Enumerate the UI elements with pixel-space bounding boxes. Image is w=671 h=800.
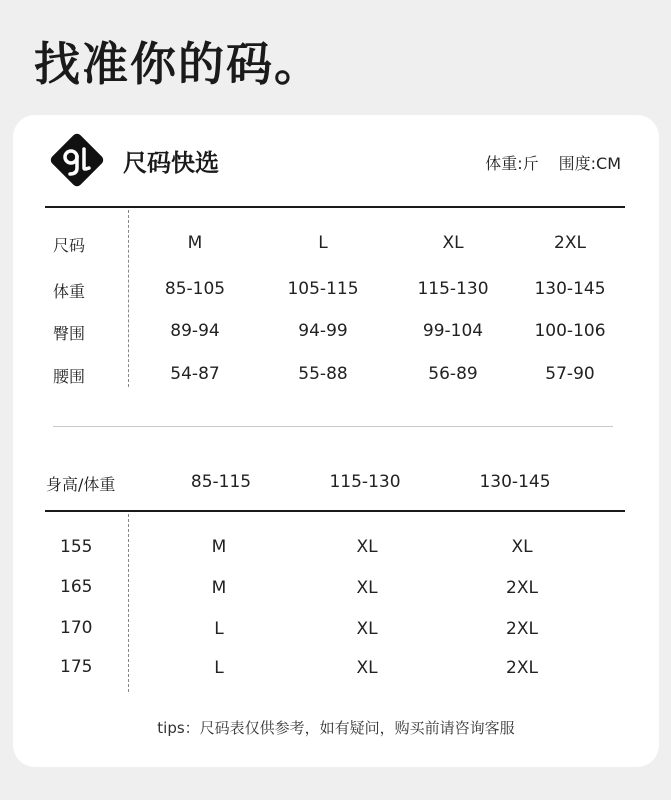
table2-row-label: 175 <box>60 657 93 677</box>
tips-note: tips：尺码表仅供参考，如有疑问，购买前请咨询客服 <box>157 719 515 737</box>
table1-cell: 56-89 <box>428 364 478 384</box>
table2-row-label: 155 <box>60 537 93 557</box>
table2-top-rule <box>45 510 625 512</box>
section-separator <box>53 426 613 427</box>
girth-unit-label: 围度:CM <box>558 154 621 173</box>
table2-cell: 2XL <box>506 578 538 598</box>
table1-row-label-hip: 臀围 <box>53 324 86 343</box>
table2-cell: M <box>211 537 227 557</box>
page-headline: 找准你的码。 <box>34 37 322 91</box>
table1-cell: 54-87 <box>170 364 220 384</box>
table2-row-label: 165 <box>60 577 93 597</box>
table1-cell: M <box>187 233 203 253</box>
table2-cell: XL <box>356 658 378 678</box>
card-title: 尺码快选 <box>123 149 219 177</box>
table1-cell: L <box>318 233 328 253</box>
table1-row-label-size: 尺码 <box>53 236 86 255</box>
gl-diamond-logo-icon <box>49 132 105 188</box>
table2-row-label: 170 <box>60 618 93 638</box>
table1-cell: 94-99 <box>298 321 348 341</box>
table2-column-header: 115-130 <box>329 472 401 492</box>
table1-cell: 105-115 <box>287 279 359 299</box>
units-legend <box>485 151 621 174</box>
table1-cell: 85-105 <box>164 279 226 299</box>
table2-divider <box>128 514 129 692</box>
table1-cell: 55-88 <box>298 364 348 384</box>
weight-unit-label: 体重:斤 <box>485 154 539 173</box>
table1-cell: 89-94 <box>170 321 220 341</box>
table2-cell: 2XL <box>506 658 538 678</box>
table2-cell: L <box>214 619 224 639</box>
table1-cell: XL <box>442 233 464 253</box>
table2-cell: XL <box>356 578 378 598</box>
table1-cell: 99-104 <box>422 321 484 341</box>
table2-cell: XL <box>356 619 378 639</box>
table1-cell: 115-130 <box>417 279 489 299</box>
table1-cell: 57-90 <box>545 364 595 384</box>
table1-cell: 2XL <box>554 233 586 253</box>
table2-cell: 2XL <box>506 619 538 639</box>
table1-row-label-weight: 体重 <box>53 282 86 301</box>
table2-cell: XL <box>511 537 533 557</box>
table1-divider <box>128 210 129 387</box>
size-guide-card <box>13 115 659 767</box>
table1-row-label-waist: 腰围 <box>53 367 86 386</box>
table2-cell: XL <box>356 537 378 557</box>
table2-cell: L <box>214 658 224 678</box>
table1-cell: 100-106 <box>534 321 606 341</box>
table2-column-header: 85-115 <box>190 472 252 492</box>
table2-header-label: 身高/体重 <box>46 475 116 494</box>
table1-top-rule <box>45 206 625 208</box>
table2-cell: M <box>211 578 227 598</box>
table2-column-header: 130-145 <box>479 472 551 492</box>
table1-cell: 130-145 <box>534 279 606 299</box>
